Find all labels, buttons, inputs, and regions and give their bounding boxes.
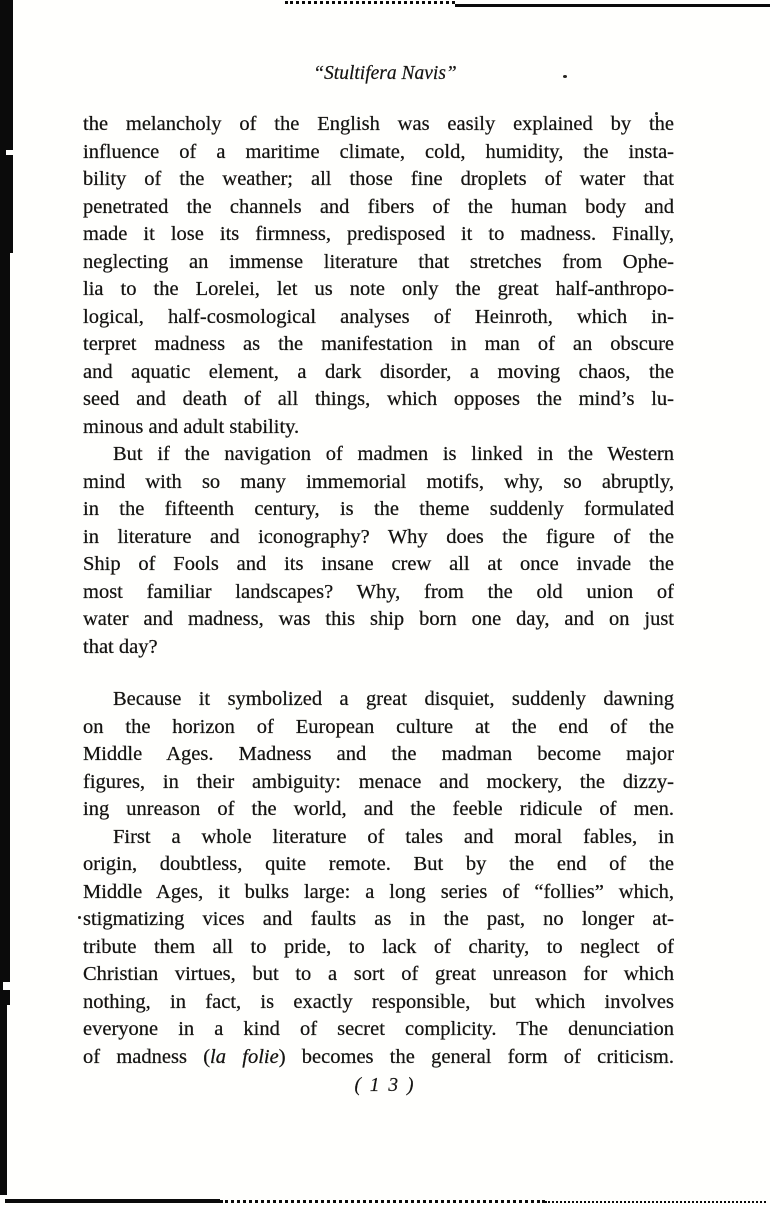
scan-bottom-edge-solid-rule: [5, 1199, 220, 1203]
text-line: and aquatic element, a dark disorder, a moving chaos, the: [83, 360, 674, 383]
text-line: everyone in a kind of secret complicity. The denunciation: [83, 1018, 674, 1040]
text-line: bility of the weather; all those fine droplets of water that: [83, 168, 674, 190]
text-line: figures, in their ambiguity: menace and mockery, the dizzy-: [83, 770, 674, 793]
scan-left-edge-bar-bottom: [0, 1005, 7, 1195]
running-head: “Stultifera Navis”: [313, 63, 457, 84]
text-segment: of madness (: [83, 1045, 211, 1068]
italic-phrase: la folie: [210, 1045, 279, 1068]
text-line: in the fifteenth century, is the theme suddenly formulated: [83, 498, 674, 520]
text-line: lia to the Lorelei, let us note only the great half-anthropo-: [83, 278, 674, 300]
scan-top-edge-solid-rule: [455, 4, 770, 7]
text-line: [83, 1044, 674, 1072]
scan-top-edge-dotted-rule: [285, 1, 455, 4]
text-block: [83, 111, 674, 1071]
text-line: logical, half-cosmological analyses of Heinroth, which in-: [83, 305, 674, 328]
paragraph-4: [83, 824, 674, 1072]
scan-bar-notch: [3, 982, 10, 990]
text-line: minous and adult stability.: [83, 415, 300, 438]
text-line: water and madness, was this ship born one day, and on just: [83, 608, 674, 630]
scan-left-edge-bar-middle: [0, 253, 10, 1005]
text-line: on the horizon of European culture at the end of the: [83, 715, 674, 738]
text-line: Christian virtues, but to a sort of great unreason for which: [83, 963, 674, 985]
scan-bottom-edge-dashed-rule: [220, 1200, 545, 1203]
text-line: made it lose its firmness, predisposed it to madness. Finally,: [83, 223, 674, 245]
paragraph-1: [83, 111, 674, 441]
text-line: Middle Ages, it bulks large: a long series of “follies” which,: [83, 880, 674, 903]
text-line: tribute them all to pride, to lack of charity, to neglect of: [83, 935, 674, 958]
text-line: penetrated the channels and fibers of the human body and: [83, 195, 674, 218]
text-line: terpret madness as the manifestation in man of an obscure: [83, 333, 674, 355]
text-line: nothing, in fact, is exactly responsible, but which involves: [83, 990, 674, 1013]
text-line: in literature and iconography? Why does the figure of the: [83, 525, 674, 548]
text-segment: ) becomes the general form of criticism.: [278, 1045, 674, 1068]
scan-speck: [78, 916, 81, 919]
text-line: mind with so many immemorial motifs, why, so abruptly,: [83, 470, 674, 493]
text-line: Middle Ages. Madness and the madman become major: [83, 743, 674, 765]
text-line: seed and death of all things, which opposes the mind’s lu-: [83, 388, 674, 410]
text-line: stigmatizing vices and faults as in the past, no longer at-: [83, 908, 674, 930]
paragraph-2: [83, 441, 674, 661]
scan-left-edge-bar-top: [0, 0, 13, 253]
scan-bar-notch: [6, 150, 13, 155]
text-line: neglecting an immense literature that stretches from Ophe-: [83, 250, 674, 273]
paragraph-3: [83, 686, 674, 824]
text-line: ing unreason of the world, and the feeble ridicule of men.: [83, 798, 674, 820]
text-line: influence of a maritime climate, cold, humidity, the insta-: [83, 140, 674, 163]
text-line: that day?: [83, 635, 158, 658]
text-line: Because it symbolized a great disquiet, suddenly dawning: [113, 688, 674, 710]
page-number: ( 1 3 ): [354, 1075, 416, 1096]
text-line: But if the navigation of madmen is linked in the Western: [113, 443, 674, 465]
scan-bottom-edge-dotted-rule: [545, 1201, 766, 1203]
text-line: the melancholy of the English was easily explained by the: [83, 113, 674, 135]
text-line: origin, doubtless, quite remote. But by the end of the: [83, 853, 674, 875]
text-line: most familiar landscapes? Why, from the old union of: [83, 580, 674, 603]
text-line: First a whole literature of tales and moral fables, in: [113, 825, 674, 848]
text-line: Ship of Fools and its insane crew all at once invade the: [83, 553, 674, 575]
